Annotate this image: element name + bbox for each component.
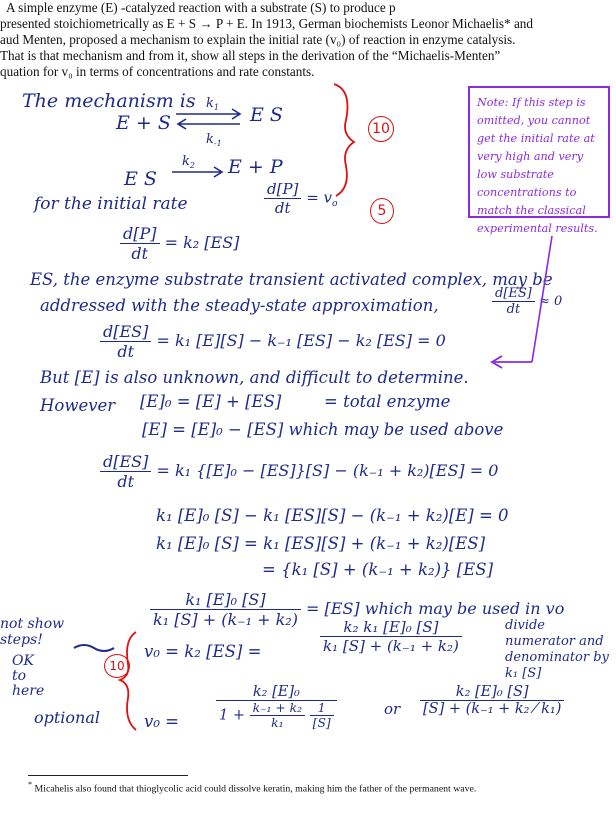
steady-state-equation: $\frac{d[ES]}{dt}$ = k₁ [E][S] − k₋₁ [ES] − k₂ [ES] = 0 <box>100 322 446 361</box>
margin-no-steps: not show steps! <box>0 616 65 648</box>
expansion-4: = {k₁ [S] + (k₋₁ + k₂)} [ES] <box>262 560 494 579</box>
es-line-2: addressed with the steady-state approximation, <box>40 296 439 315</box>
divide-note: divide numerator and denominator by k₁ [S] <box>505 618 609 681</box>
substitution-line: [E] = [E]₀ − [ES] which may be used above <box>142 420 504 439</box>
eq1-right: E S <box>250 104 283 126</box>
margin-optional: optional <box>34 708 101 727</box>
v0c-fraction: $\frac{\text{k₂ [E]₀ [S]}}{\text{[S] + (k₋₁ + k₂ ⁄ k₁)}}$ <box>420 684 564 717</box>
margin-squiggle <box>74 645 114 651</box>
v0b-fraction: k₂ [E]₀ 1 + $\frac{\text{k₋₁ + k₂}}{\text{k₁}}$ $\frac{1}{[S]}$ <box>216 684 337 730</box>
k-1-label: $k_{-1}$ <box>206 132 222 148</box>
total-enzyme-lhs: [E]₀ = [E] + [ES] <box>140 392 282 411</box>
total-enzyme-rhs: = total enzyme <box>324 392 451 411</box>
footnote: * Micahelis also found that thioglycolic acid could dissolve keratin, making him the father of the permanent wave. <box>28 780 477 795</box>
rate-definition: $\frac{d[P]}{dt}$ = $v_o$ <box>264 180 338 217</box>
however-label: However <box>40 396 116 415</box>
margin-ok-to-here: OK to here <box>12 653 45 699</box>
es-line-1: ES, the enzyme substrate transient activated complex, may be <box>30 270 553 289</box>
v0-fraction: $\frac{\text{k₂ k₁ [E]₀ [S]}}{\text{k₁ [S] + (k₋₁ + k₂)}}$ <box>320 618 462 655</box>
grade-circle-1: 10 <box>368 116 394 142</box>
mechanism-brace <box>334 84 354 196</box>
expansion-1: $\frac{d[ES]}{dt}$ = k₁ {[E]₀ − [ES]}[S] − (k₋₁ + k₂)[ES] = 0 <box>100 452 498 491</box>
grade-circle-3: 10 <box>104 654 130 678</box>
eq2-right: E + P <box>228 156 283 178</box>
expansion-2: k₁ [E]₀ [S] − k₁ [ES][S] − (k₋₁ + k₂)[E] = 0 <box>156 506 509 525</box>
unknown-line: But [E] is also unknown, and difficult to determine. <box>40 368 469 387</box>
steady-state-approx: $\frac{d[ES]}{dt}$ ≈ 0 <box>492 286 562 317</box>
k1-label: $k_1$ <box>206 96 220 112</box>
question-line-5: quation for v₀ in terms of concentrations and rate constants. <box>0 64 315 79</box>
or-label: or <box>384 700 401 718</box>
es-fraction: $\frac{\text{k₁ [E]₀ [S]}}{\text{k₁ [S] + (k₋₁ + k₂)}}$ = [ES] which may be used in vo <box>150 590 564 629</box>
note-box: Note: If this step is omitted, you cannot get the initial rate at very high and very low substrate concentrations to match the classical experimental results. <box>468 86 610 218</box>
eq1-left: E + S <box>116 112 171 134</box>
question-line-2: presented stoichiometrically as E + S → P + E. In 1913, German biochemists Leonor Michaelis* and <box>0 16 533 31</box>
v0b-lhs: v₀ = <box>144 712 180 731</box>
v0-lhs: v₀ = k₂ [ES] = <box>144 642 262 661</box>
question-line-4: That is that mechanism and from it, show all steps in the derivation of the “Michaelis-Menten” <box>0 48 501 63</box>
eq2-left: E S <box>124 168 157 190</box>
mechanism-label: The mechanism is <box>22 90 196 112</box>
k2-label: $k_2$ <box>182 154 196 170</box>
initial-rate-label: for the initial rate <box>34 194 188 214</box>
footnote-rule <box>28 775 188 776</box>
grade-circle-2: 5 <box>370 198 394 224</box>
rate-law: $\frac{d[P]}{dt}$ = k₂ [ES] <box>120 224 239 263</box>
v0-brace <box>120 632 136 730</box>
note-pointer <box>532 236 552 362</box>
question-line-1: A simple enzyme (E) -catalyzed reaction with a substrate (S) to produce p <box>6 0 396 15</box>
expansion-3: k₁ [E]₀ [S] = k₁ [ES][S] + (k₋₁ + k₂)[ES] <box>156 534 486 553</box>
question-line-3: aud Menten, proposed a mechanism to explain the initial rate (v₀) of reaction in enzyme catalysis. <box>0 32 516 47</box>
